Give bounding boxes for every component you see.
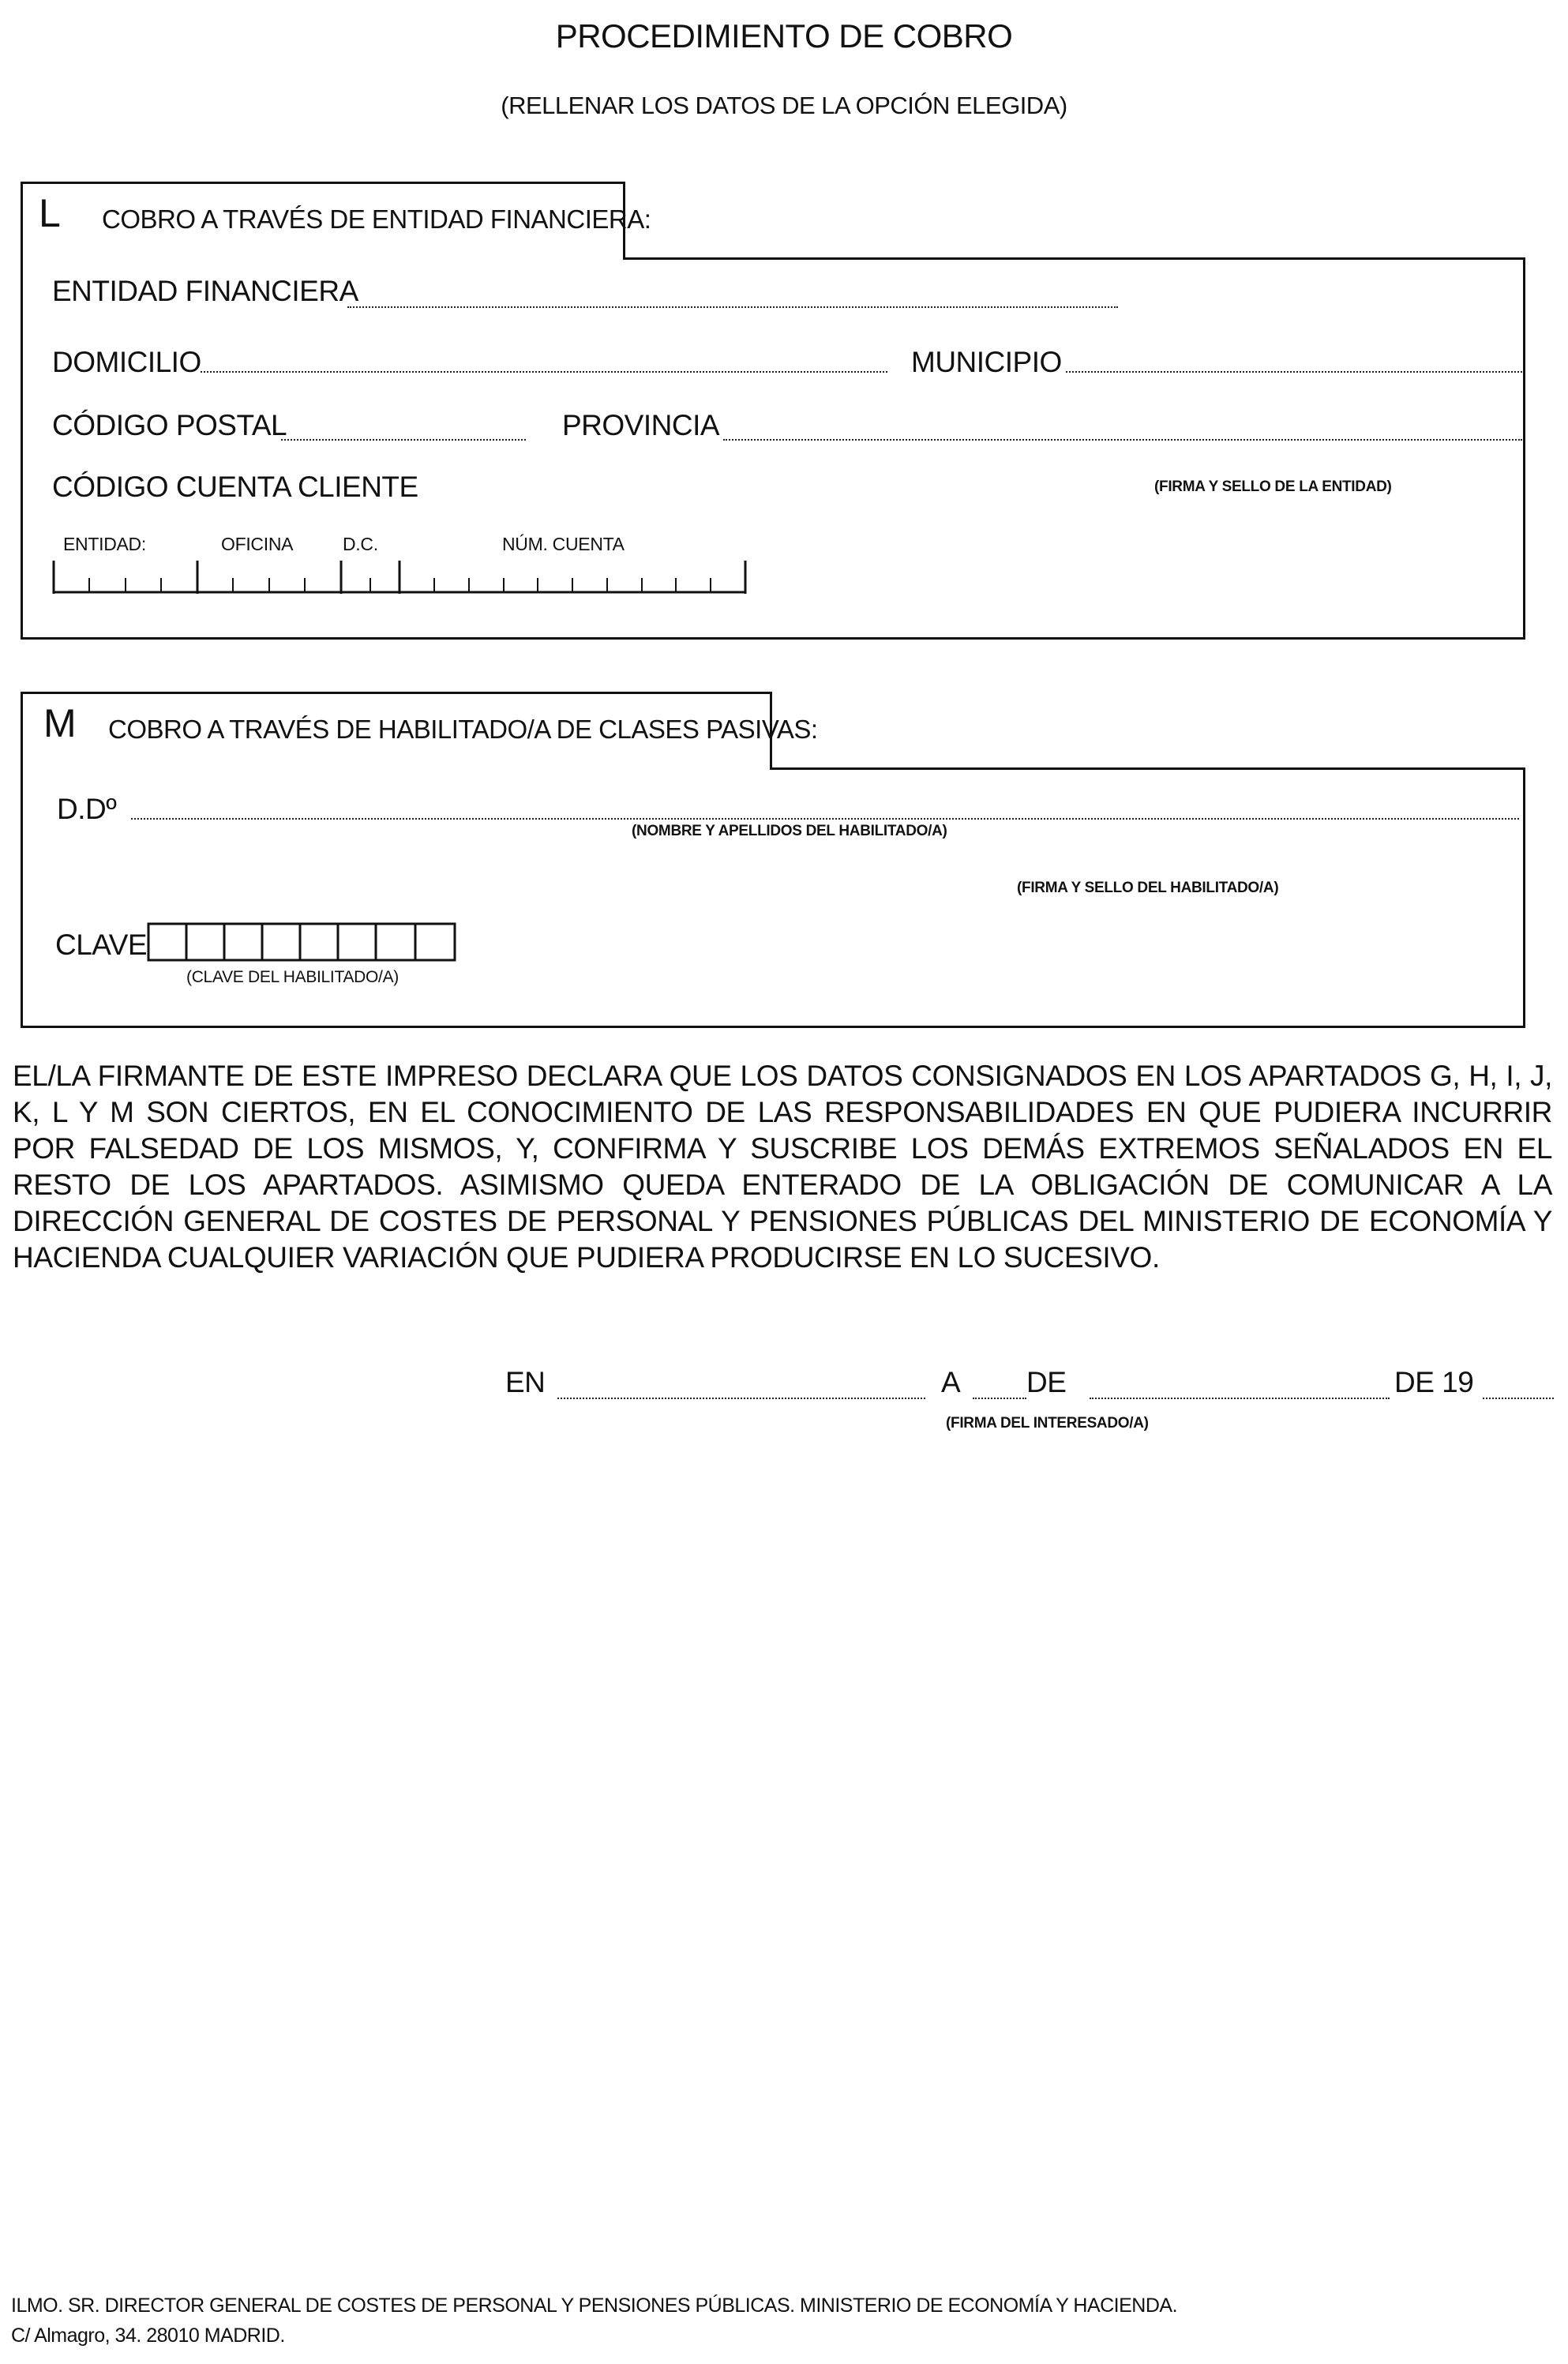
domicilio-label: DOMICILIO (52, 346, 201, 378)
signature-a-label: A (941, 1366, 961, 1398)
signature-year-label: DE 19 (1394, 1366, 1474, 1398)
section-l-letter: L (39, 191, 61, 235)
domicilio-field[interactable] (201, 371, 887, 373)
codigo-postal-field[interactable] (281, 439, 526, 441)
ccc-header-cuenta: NÚM. CUENTA (502, 534, 625, 554)
ccc-label: CÓDIGO CUENTA CLIENTE (52, 471, 418, 503)
entidad-financiera-field[interactable] (347, 306, 1118, 308)
signature-month-field[interactable] (1090, 1398, 1390, 1399)
firma-entidad-note: (FIRMA Y SELLO DE LA ENTIDAD) (1154, 478, 1392, 495)
municipio-label: MUNICIPIO (911, 346, 1062, 378)
codigo-postal-label: CÓDIGO POSTAL (52, 409, 287, 441)
signature-de-label: DE (1026, 1366, 1067, 1398)
ccc-header-dc: D.C. (343, 534, 378, 554)
ccc-header-entidad: ENTIDAD: (63, 534, 146, 554)
page-title: PROCEDIMIENTO DE COBRO (555, 17, 1013, 54)
declaration-text: EL/LA FIRMANTE DE ESTE IMPRESO DECLARA QUE LOS DATOS CONSIGNADOS EN LOS APARTADOS G, H, I, J, K, L Y M SON CIERTOS, EN EL CONOCIMIENTO DE LAS RESPONSABILIDADES EN QUE PUDIERA INCURRIR POR FALSEDAD DE LOS MISMOS, Y, CONFIRMA Y SUSCRIBE LOS DEMÁS EXTREMOS SEÑALADOS EN EL RESTO DE LOS APARTADOS. ASIMISMO QUEDA ENTERADO DE LA OBLIGACIÓN DE COMUNICAR A LA DIRECCIÓN GENERAL DE COSTES DE PERSONAL Y PENSIONES PÚBLICAS DEL MINISTERIO DE ECONOMÍA Y HACIENDA CUALQUIER VARIACIÓN QUE PUDIERA PRODUCIRSE EN LO SUCESIVO. (13, 1060, 1552, 1274)
page-subtitle: (RELLENAR LOS DATOS DE LA OPCIÓN ELEGIDA) (501, 92, 1067, 119)
ccc-header-oficina: OFICINA (221, 534, 294, 554)
ccc-digit-boxes[interactable] (52, 557, 755, 597)
ddo-note: (NOMBRE Y APELLIDOS DEL HABILITADO/A) (632, 823, 947, 839)
signature-year-field[interactable] (1483, 1398, 1554, 1399)
provincia-field[interactable] (723, 439, 1522, 441)
ddo-field[interactable] (131, 818, 1519, 820)
ddo-label: D.Dº (57, 793, 117, 825)
footer-addressee: ILMO. SR. DIRECTOR GENERAL DE COSTES DE PERSONAL Y PENSIONES PÚBLICAS. MINISTERIO DE ECONOMÍA Y HACIENDA. (11, 2295, 1178, 2317)
section-l-title: COBRO A TRAVÉS DE ENTIDAD FINANCIERA: (102, 205, 651, 234)
footer-address: C/ Almagro, 34. 28010 MADRID. (11, 2325, 285, 2347)
section-m-box (21, 767, 1525, 1028)
clave-note: (CLAVE DEL HABILITADO/A) (186, 968, 399, 986)
clave-digit-boxes[interactable] (147, 922, 460, 965)
section-l-tab (21, 182, 651, 260)
signature-note: (FIRMA DEL INTERESADO/A) (946, 1415, 1149, 1432)
section-m-letter: M (43, 701, 77, 745)
provincia-label: PROVINCIA (562, 409, 720, 441)
signature-place-field[interactable] (557, 1398, 925, 1399)
municipio-field[interactable] (1066, 371, 1522, 373)
entidad-financiera-label: ENTIDAD FINANCIERA (52, 275, 358, 307)
signature-day-field[interactable] (973, 1398, 1026, 1399)
section-m-tab (21, 692, 818, 770)
clave-label: CLAVE (55, 929, 148, 961)
section-m-title: COBRO A TRAVÉS DE HABILITADO/A DE CLASES PASIVAS: (108, 715, 818, 744)
firma-habilitado-note: (FIRMA Y SELLO DEL HABILITADO/A) (1017, 880, 1279, 896)
signature-en-label: EN (505, 1366, 546, 1398)
